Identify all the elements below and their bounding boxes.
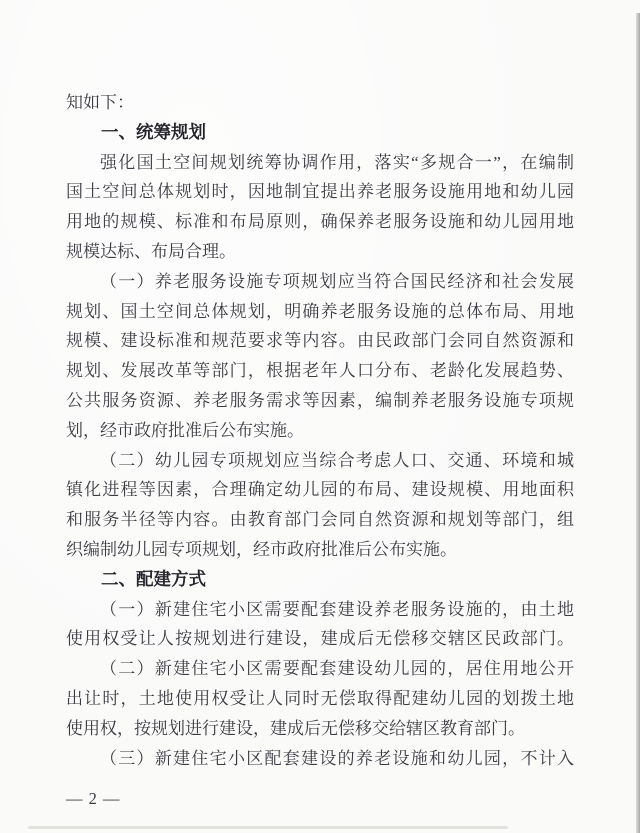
text-line: 知如下： [66,93,134,112]
document-body [66,88,574,773]
text-line: 公共服务资源、养老服务需求等因素，编制养老服务设施专项规 [66,390,574,410]
text-line: 和服务半径等内容。由教育部门会同自然资源和规划等部门，组 [66,510,574,530]
text-line: 使用权受让人按规划进行建设，建成后无偿移交辖区民政部门。 [66,629,574,649]
text-line: 用地的规模、标准和布局原则，确保养老服务设施和幼儿园用地 [66,212,574,232]
scan-edge-right [636,13,640,833]
text-line: 规划、发展改革等部门，根据老年人口分布、老龄化发展趋势、 [66,361,574,381]
text-line: （二）新建住宅小区需要配套建设幼儿园的，居住用地公开 [100,659,574,679]
text-line: 强化国土空间规划统筹协调作用，落实“多规合一”，在编制 [100,152,574,172]
text-line: 镇化进程等因素，合理确定幼儿园的布局、建设规模、用地面积 [66,480,574,500]
text-line: （一）养老服务设施专项规划应当符合国民经济和社会发展 [100,271,574,291]
text-line: 国土空间总体规划时，因地制宜提出养老服务设施用地和幼儿园 [66,182,574,202]
text-line: 规划、国土空间总体规划，明确养老服务设施的总体布局、用地 [66,301,574,321]
text-line: 使用权，按规划进行建设，建成后无偿移交给辖区教育部门。 [66,718,525,738]
text-line: （二）幼儿园专项规划应当综合考虑人口、交通、环境和城 [100,450,574,470]
text-line: 规模达标、布局合理。 [66,241,236,261]
text-line: （一）新建住宅小区需要配套建设养老服务设施的，由土地 [100,599,574,619]
text-line: 织编制幼儿园专项规划，经市政府批准后公布实施。 [66,539,457,559]
text-line: 划，经市政府批准后公布实施。 [66,420,304,440]
section-heading: 一、统筹规划 [101,121,206,142]
text-line: 出让时，土地使用权受让人同时无偿取得配建幼儿园的划拨土地 [66,688,574,708]
scan-shadow-bottom [28,826,508,829]
text-line: （三）新建住宅小区配套建设的养老设施和幼儿园，不计入 [100,748,574,768]
text-line: 规模、建设标准和规范要求等内容。由民政部门会同自然资源和 [66,331,574,351]
section-heading: 二、配建方式 [101,568,206,589]
page-number: — 2 — [66,789,121,808]
